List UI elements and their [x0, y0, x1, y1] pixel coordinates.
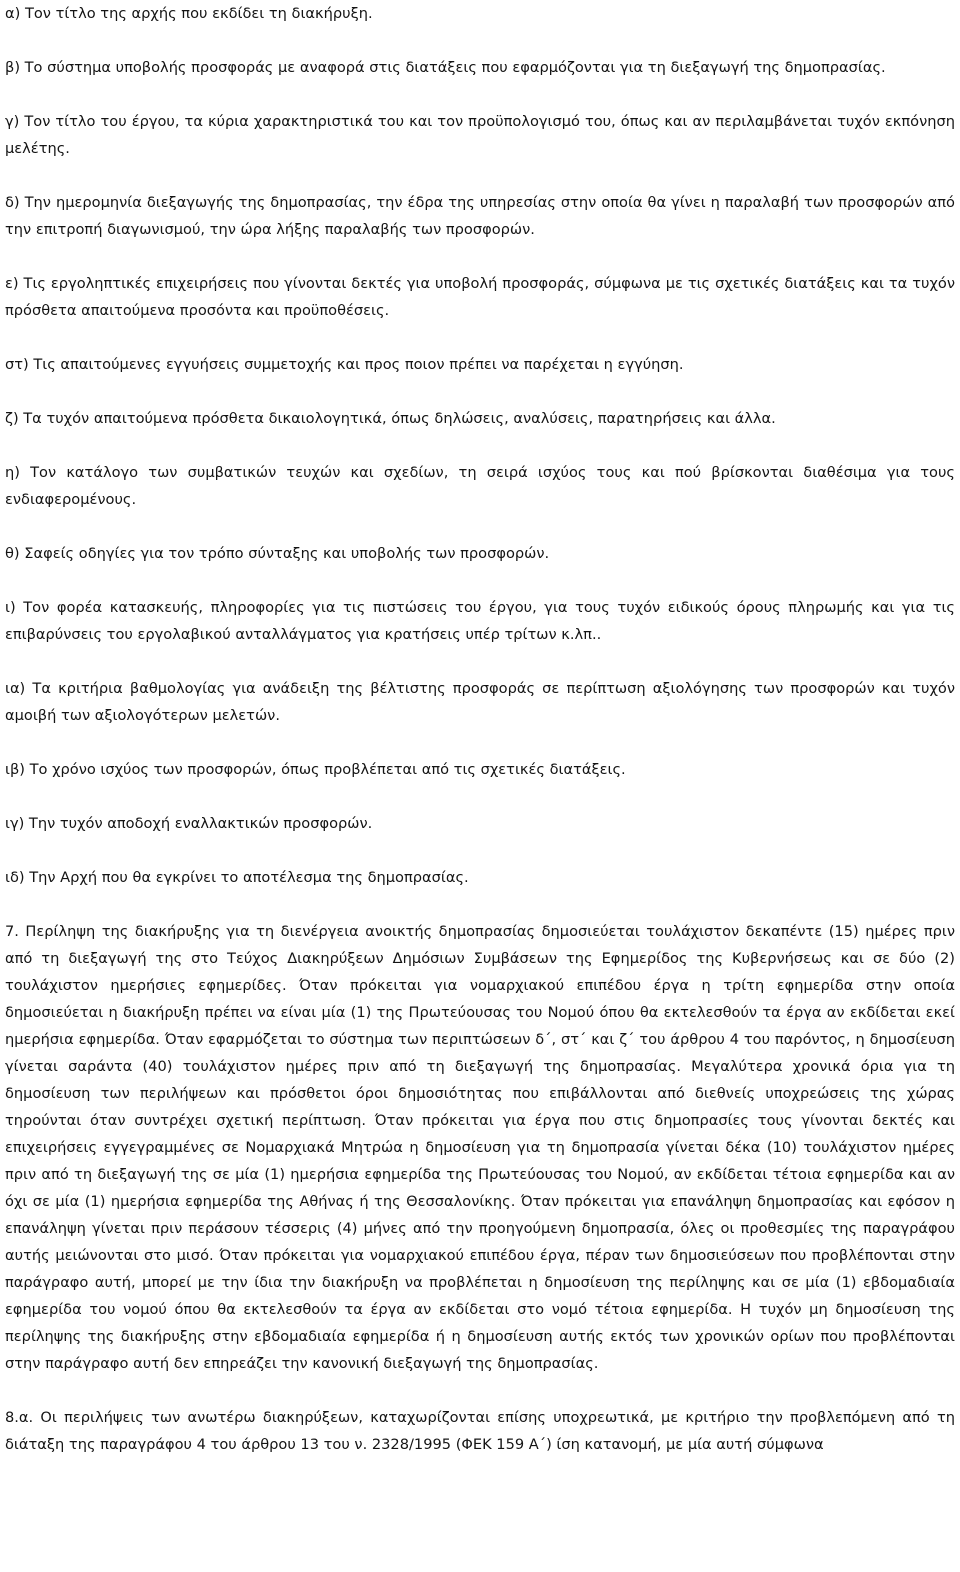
item-e: ε) Τις εργοληπτικές επιχειρήσεις που γίνονται δεκτές για υποβολή προσφοράς, σύμφωνα με τις σχετικές διατάξεις και τα τυχόν πρόσθετα απαιτούμενα προσόντα και προϋποθέσεις.: [5, 275, 955, 319]
item-c: γ) Τον τίτλο του έργου, τα κύρια χαρακτηριστικά του και τον προϋπολογισμό του, όπως και αν περιλαμβάνεται τυχόν εκπόνηση μελέτης.: [5, 113, 955, 157]
item-i: ι) Τον φορέα κατασκευής, πληροφορίες για τις πιστώσεις του έργου, για τους τυχόν ειδικούς όρους πληρωμής και για τις επιβαρύνσεις του εργολαβικού ανταλλάγματος για κρατήσεις υπέρ τρίτων κ.λπ..: [5, 599, 955, 643]
item-ib: ιβ) Το χρόνο ισχύος των προσφορών, όπως προβλέπεται από τις σχετικές διατάξεις.: [5, 761, 626, 778]
item-d: δ) Την ημερομηνία διεξαγωγής της δημοπρασίας, την έδρα της υπηρεσίας στην οποία θα γίνει η παραλαβή των προσφορών από την επιτροπή διαγωνισμού, την ώρα λήξης παραλαβής των προσφορών.: [5, 194, 955, 238]
document-page: [5, 0, 955, 1458]
item-ia: ια) Τα κριτήρια βαθμολογίας για ανάδειξη της βέλτιστης προσφοράς σε περίπτωση αξιολόγησης των προσφορών και τυχόν αμοιβή των αξιολογότερων μελετών.: [5, 680, 955, 724]
item-b: β) Το σύστημα υποβολής προσφοράς με αναφορά στις διατάξεις που εφαρμόζονται για τη διεξαγωγή της δημοπρασίας.: [5, 59, 886, 76]
item-id: ιδ) Την Αρχή που θα εγκρίνει το αποτέλεσμα της δημοπρασίας.: [5, 869, 469, 886]
item-z: ζ) Τα τυχόν απαιτούμενα πρόσθετα δικαιολογητικά, όπως δηλώσεις, αναλύσεις, παρατηρήσεις και άλλα.: [5, 410, 776, 427]
paragraph-8: 8.α. Οι περιλήψεις των ανωτέρω διακηρύξεων, καταχωρίζονται επίσης υποχρεωτικά, με κριτήριο την προβλεπόμενη από τη διάταξη της παραγράφου 4 του άρθρου 13 του ν. 2328/1995 (ΦΕΚ 159 Α΄) ίση κατανομή, με μία αυτή σύμφωνα: [5, 1409, 955, 1453]
item-a: α) Τον τίτλο της αρχής που εκδίδει τη διακήρυξη.: [5, 5, 373, 22]
item-h: η) Τον κατάλογο των συμβατικών τευχών και σχεδίων, τη σειρά ισχύος τους και πού βρίσκονται διαθέσιμα για τους ενδιαφερομένους.: [5, 464, 955, 508]
item-st: στ) Τις απαιτούμενες εγγυήσεις συμμετοχής και προς ποιον πρέπει να παρέχεται η εγγύηση.: [5, 356, 684, 373]
item-th: θ) Σαφείς οδηγίες για τον τρόπο σύνταξης και υποβολής των προσφορών.: [5, 545, 550, 562]
item-ig: ιγ) Την τυχόν αποδοχή εναλλακτικών προσφορών.: [5, 815, 373, 832]
paragraph-7: 7. Περίληψη της διακήρυξης για τη διενέργεια ανοικτής δημοπρασίας δημοσιεύεται τουλάχιστον δεκαπέντε (15) ημέρες πριν από τη διεξαγωγή της στο Τεύχος Διακηρύξεων Δημόσιων Συμβάσεων της Εφημερίδος της Κυβερνήσεως και σε δύο (2) τουλάχιστον ημερήσιες εφημερίδες. Όταν πρόκειται για νομαρχιακού επιπέδου έργα η τρίτη εφημερίδα στην οποία δημοσιεύεται η διακήρυξη πρέπει να είναι μία (1) της Πρωτεύουσας του Νομού όπου θα εκτελεσθούν τα έργα αν εκδίδεται εκεί ημερήσια εφημερίδα. Όταν εφαρμόζεται το σύστημα των περιπτώσεων δ΄, στ΄ και ζ΄ του άρθρου 4 του παρόντος, η δημοσίευση γίνεται σαράντα (40) τουλάχιστον ημέρες πριν από τη διεξαγωγή της δημοπρασίας. Μεγαλύτερα χρονικά όρια για τη δημοσίευση των περιλήψεων και πρόσθετοι όροι δημοσιότητας που επιβάλλονται από διεθνείς υποχρεώσεις της χώρας τηρούνται όταν συντρέχει σχετική περίπτωση. Όταν πρόκειται για έργα που στις δημοπρασίες τους γίνονται δεκτές και επιχειρήσεις εγγεγραμμένες σε Νομαρχιακά Μητρώα η δημοσίευση για τη δημοπρασία γίνεται δέκα (10) τουλάχιστον ημέρες πριν από τη διεξαγωγή της σε μία (1) ημερήσια εφημερίδα της Πρωτεύουσας του Νομού, αν εκδίδεται τέτοια εφημερίδα και αν όχι σε μία (1) ημερήσια εφημερίδα της Αθήνας ή της Θεσσαλονίκης. Όταν πρόκειται για επανάληψη δημοπρασίας και εφόσον η επανάληψη γίνεται πριν περάσουν τέσσερις (4) μήνες από την προηγούμενη δημοπρασία, όλες οι προθεσμίες της παραγράφου αυτής μειώνονται στο μισό. Όταν πρόκειται για νομαρχιακού επιπέδου έργα, πέραν των δημοσιεύσεων που προβλέπονται στην παράγραφο αυτή, μπορεί με την ίδια την διακήρυξη να προβλέπεται η δημοσίευση της περίληψης και σε μία (1) εβδομαδιαία εφημερίδα του νομού όπου θα εκτελεσθούν τα έργα αν εκδίδεται στο νομό τέτοια εφημερίδα. Η τυχόν μη δημοσίευση της περίληψης της διακήρυξης στην εβδομαδιαία εφημερίδα ή η δημοσίευση αυτής εκτός των χρονικών ορίων που προβλέπονται στην παράγραφο αυτή δεν επηρεάζει την κανονική διεξαγωγή της δημοπρασίας.: [5, 923, 955, 1372]
